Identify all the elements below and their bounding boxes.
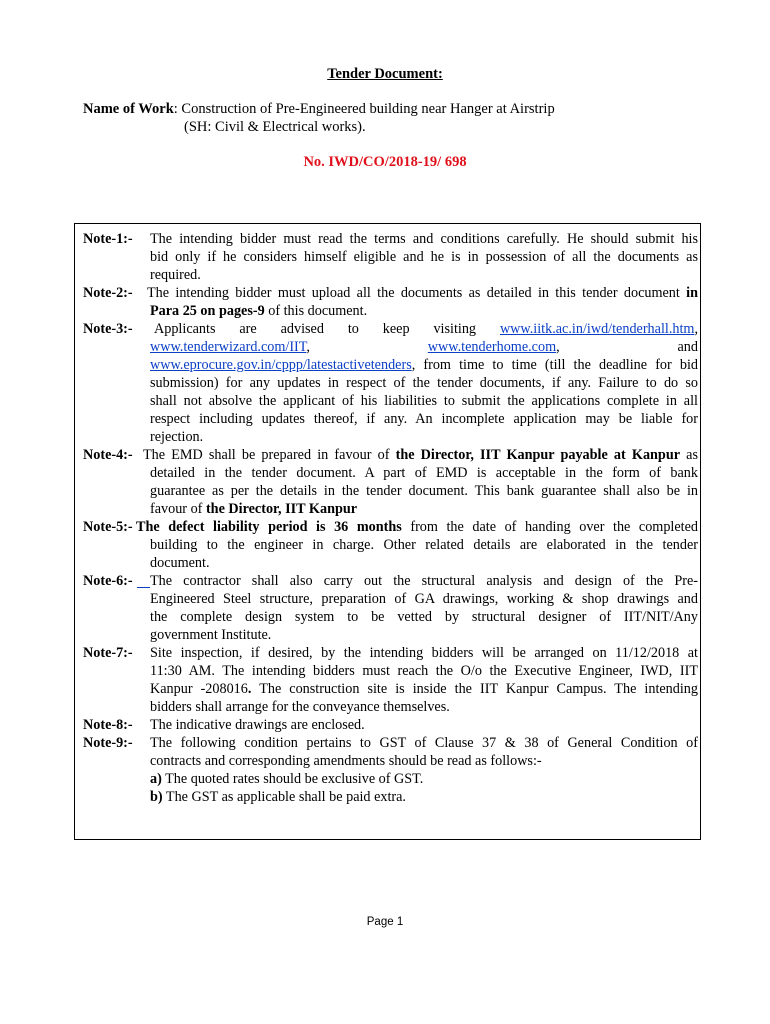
note-7-line2: 11:30 AM. The intending bidders must reach the O/o the Executive Engineer, IWD, IIT bbox=[150, 663, 698, 679]
note-3-line5: shall not absolve the applicant of his liabilities to submit the applications complete in all bbox=[150, 393, 698, 409]
note-3-line7: rejection. bbox=[150, 429, 204, 445]
note-3-line1: Applicants are advised to keep visiting www.iitk.ac.in/iwd/tenderhall.htm, bbox=[154, 321, 698, 337]
note-3-line2: www.tenderwizard.com/IIT, www.tenderhome.com, and bbox=[150, 339, 698, 355]
note-5-line2: building to the engineer in charge. Other related details are elaborated in the tender bbox=[150, 537, 698, 553]
link-tenderhome[interactable]: www.tenderhome.com bbox=[427, 339, 557, 355]
notes-box bbox=[74, 223, 701, 840]
note-6-underscore-mark bbox=[137, 587, 150, 588]
note-2-line2: Para 25 on pages-9 of this document. bbox=[150, 303, 368, 319]
name-of-work-label: Name of Work bbox=[83, 101, 174, 117]
note-5-line3: document. bbox=[150, 555, 210, 571]
note-4-line3: guarantee as per the details in the tender document. This bank guarantee shall also be in bbox=[150, 483, 698, 499]
note-9-line1: The following condition pertains to GST of Clause 37 & 38 of General Condition of bbox=[150, 735, 698, 751]
page-number: Page 1 bbox=[366, 916, 404, 928]
name-of-work-line1 bbox=[83, 101, 555, 118]
note-3-line3: www.eprocure.gov.in/cppp/latestactivetenders, from time to time (till the deadline for bid bbox=[150, 357, 698, 373]
note-6-line4: government Institute. bbox=[150, 627, 272, 643]
note-4-line1: The EMD shall be prepared in favour of the Director, IIT Kanpur payable at Kanpur as bbox=[143, 447, 698, 463]
note-1-line2: bid only if he considers himself eligible and he is in possession of all the documents as bbox=[150, 249, 698, 265]
page-title: Tender Document: bbox=[327, 66, 443, 82]
note-5-label: Note-5:- bbox=[83, 519, 133, 535]
note-4-label: Note-4:- bbox=[83, 447, 133, 463]
note-6-line1: The contractor shall also carry out the structural analysis and design of the Pre- bbox=[150, 573, 698, 589]
note-6-label: Note-6:- bbox=[83, 573, 133, 589]
link-tenderwizard[interactable]: www.tenderwizard.com/IIT bbox=[150, 339, 307, 355]
note-3-line6: respect including updates thereof, if any. An incomplete application may be liable for bbox=[150, 411, 698, 427]
note-1-line1: The intending bidder must read the terms and conditions carefully. He should submit his bbox=[150, 231, 698, 247]
note-9-line2: contracts and corresponding amendments should be read as follows:- bbox=[150, 753, 542, 769]
note-5-line1: The defect liability period is 36 months from the date of handing over the completed bbox=[136, 519, 698, 535]
note-3-label: Note-3:- bbox=[83, 321, 133, 337]
note-8-line1: The indicative drawings are enclosed. bbox=[150, 717, 365, 733]
document-number: No. IWD/CO/2018-19/ 698 bbox=[303, 154, 467, 170]
note-7-label: Note-7:- bbox=[83, 645, 133, 661]
note-2-label: Note-2:- bbox=[83, 285, 133, 301]
note-3-line4: submission) for any updates in respect of the tender documents, if any. Failure to do so bbox=[150, 375, 698, 391]
note-8-label: Note-8:- bbox=[83, 717, 133, 733]
note-9-item-b: b) The GST as applicable shall be paid extra. bbox=[150, 789, 406, 805]
link-eprocure[interactable]: www.eprocure.gov.in/cppp/latestactivetenders bbox=[150, 357, 412, 373]
note-9-label: Note-9:- bbox=[83, 735, 133, 751]
name-of-work-line2: (SH: Civil & Electrical works). bbox=[184, 119, 366, 135]
note-9-item-a: a) The quoted rates should be exclusive of GST. bbox=[150, 771, 424, 787]
note-1-line3: required. bbox=[150, 267, 201, 283]
note-7-line1: Site inspection, if desired, by the intending bidders will be arranged on 11/12/2018 at bbox=[150, 645, 698, 661]
note-2-line1: The intending bidder must upload all the documents as detailed in this tender document in bbox=[147, 285, 698, 301]
note-6-line2: Engineered Steel structure, preparation of GA drawings, working & shop drawings and bbox=[150, 591, 698, 607]
note-6-line3: the complete design system to be vetted by structural designer of IIT/NIT/Any bbox=[150, 609, 698, 625]
note-1-label: Note-1:- bbox=[83, 231, 133, 247]
link-iitk-tenderhall[interactable]: www.iitk.ac.in/iwd/tenderhall.htm bbox=[499, 321, 695, 337]
note-7-line4: bidders shall arrange for the conveyance themselves. bbox=[150, 699, 450, 715]
note-4-line2: detailed in the tender document. A part of EMD is acceptable in the form of bank bbox=[150, 465, 698, 481]
name-of-work-text: : Construction of Pre-Engineered building near Hanger at Airstrip bbox=[173, 101, 555, 117]
note-4-line4: favour of the Director, IIT Kanpur bbox=[150, 501, 358, 517]
note-7-line3: Kanpur -208016. The construction site is inside the IIT Kanpur Campus. The intending bbox=[150, 681, 698, 697]
